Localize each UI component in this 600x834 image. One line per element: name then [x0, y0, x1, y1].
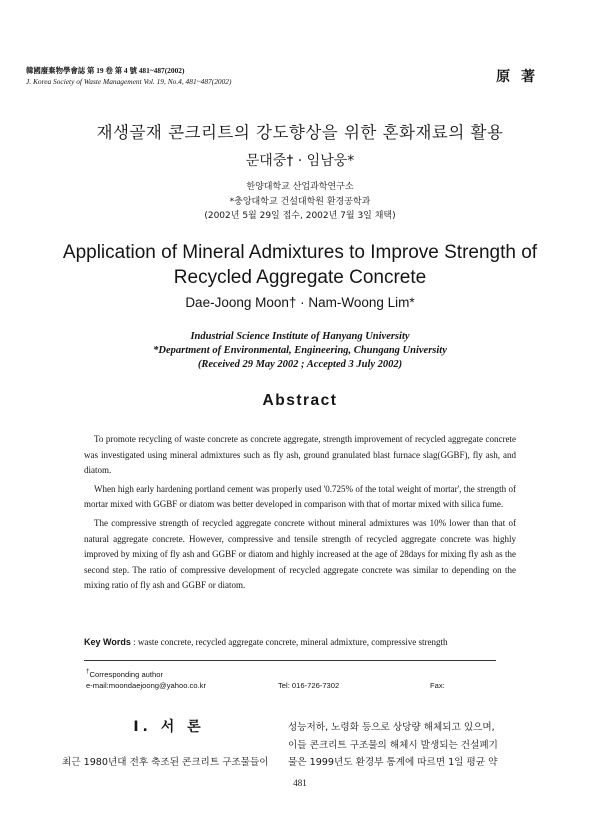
body-right-line-1: 성능저하, 노령화 등으로 상당량 해체되고 있으며, — [288, 722, 495, 733]
footnote-mark: † — [86, 668, 90, 675]
body-right-line-2: 이들 콘크리트 구조물의 해체시 발생되는 건설폐기 — [288, 739, 498, 751]
section-heading-introduction: Ⅰ. 서 론 — [133, 719, 205, 735]
english-title-line-2: Recycled Aggregate Concrete — [173, 267, 427, 288]
body-right-column — [288, 719, 544, 772]
korean-affiliation-1: 한양대학교 산업과학연구소 — [246, 182, 354, 192]
abstract-body — [84, 432, 516, 597]
english-authors: Dae-Joong Moon† · Nam-Woong Lim* — [185, 295, 415, 310]
abstract-paragraph-3: The compressive strength of recycled aggregate concrete without mineral admixtures was 10% lower than that of natural aggregate concrete. However, compressive and tensile strength of recycled aggregate concrete was highly improved by mixing of fly ash and GGBF or diatom and highly increased at the age of 28days for mixing fly ash as the second step. The ratio of compressive development of recycled aggregate concrete was similar to depending on the mixing ratio of fly ash and GGBF or diatom. — [84, 517, 516, 591]
footnote-divider — [84, 660, 496, 661]
abstract-heading: Abstract — [262, 392, 338, 409]
journal-line-english: J. Korea Society of Waste Management Vol. 19, No.4, 481~487(2002) — [26, 76, 232, 86]
body-left-column: 최근 1980년대 전후 축조된 콘크리트 구조물들이 — [62, 757, 269, 768]
corresponding-tel: Tel: 016-726-7302 — [278, 680, 340, 690]
footnote — [86, 666, 516, 691]
corresponding-email: e-mail:moondaejoong@yahoo.co.kr — [86, 680, 206, 690]
page-number: 481 — [293, 778, 307, 788]
korean-affiliations — [0, 180, 600, 224]
journal-citation — [26, 66, 231, 87]
abstract-paragraph-1: To promote recycling of waste concrete as concrete aggregate, strength improvement of recycled aggregate concrete was investigated using mineral admixtures such as fly ash, ground granulated blast furnace slag(GGBF), fly ash, and diatom. — [84, 434, 516, 476]
corresponding-fax: Fax: — [430, 680, 445, 690]
english-title-line-1: Application of Mineral Admixtures to Improve Strength of — [62, 242, 538, 263]
korean-received-date: (2002년 5월 29일 접수, 2002년 7월 3일 채택) — [204, 211, 396, 221]
keywords-label: Key Words — [84, 637, 131, 647]
english-affiliation-2: *Department of Environmental, Engineering, Chungang University — [153, 345, 447, 356]
journal-line-korean: 韓國廢棄物學會誌 第 19 卷 第 4 號 481~487(2002) — [26, 66, 185, 75]
keywords-text: : waste concrete, recycled aggregate concrete, mineral admixture, compressive strength — [133, 637, 448, 647]
english-affiliations — [0, 330, 600, 372]
keywords — [84, 637, 524, 647]
english-received-date: (Received 29 May 2002 ; Accepted 3 July 2002) — [197, 359, 403, 370]
body-right-line-3: 물은 1999년도 환경부 통계에 따르면 1일 평균 약 — [288, 757, 498, 768]
corresponding-author-label: Corresponding author — [89, 669, 163, 679]
abstract-paragraph-2: When high early hardening portland cement was properly used '0.725% of the total weight of mortar', the strength of mortar mixed with GGBF or diatom was better developed in comparison with that of mortar mixed with silica fume. — [84, 483, 516, 510]
korean-affiliation-2: *충앙대학교 건설대학원 환경공학과 — [229, 196, 371, 207]
korean-title: 재생골재 콘크리트의 강도향상을 위한 혼화재료의 활용 — [96, 123, 504, 142]
english-affiliation-1: Industrial Science Institute of Hanyang University — [190, 331, 410, 342]
article-type-badge: 原 著 — [496, 69, 538, 85]
english-title — [0, 240, 600, 290]
korean-authors: 문대중† · 임남웅* — [245, 153, 355, 169]
